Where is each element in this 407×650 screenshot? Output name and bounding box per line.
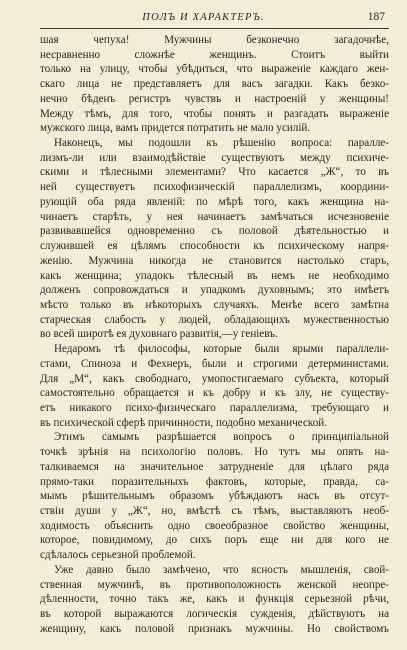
text-line: какъ женщина; упадокъ тѣлесный въ немъ не необходимо: [40, 269, 389, 282]
page-number: 187: [367, 11, 385, 23]
text-line: Наконецъ, мы подошли къ рѣшенію вопроса: паралле-: [54, 137, 389, 150]
text-line: долженъ сопровождаться и упадкомъ духовнымъ; это имѣетъ: [40, 284, 389, 297]
text-line: етъ никакого психо-физическаго параллелизма, требующаго и: [40, 401, 389, 414]
running-header: [0, 10, 407, 30]
text-line: только на улицу, чтобы убѣдиться, что выраженіе каждаго жен-: [40, 63, 389, 76]
text-line: женію. Мужчина никогда не становится настолько старъ,: [40, 254, 389, 267]
text-line: развивавшейся одновременно съ половой дѣятельностью и: [40, 225, 389, 238]
text-line: въ которой выражаются логическія сужденія, дѣйствуютъ на: [40, 608, 389, 621]
text-line: самостоятельно обращается и къ добру и къ злу, не существу-: [40, 387, 389, 400]
text-line: ней существуетъ психофизическій параллелизмъ, координи-: [40, 181, 389, 194]
body-text: [40, 33, 389, 636]
text-line: шая чепуха! Мужчины безконечно загадочнѣе,: [40, 34, 389, 46]
header-rule: [40, 28, 389, 29]
text-line: прямо-таки поразительныхъ фактовъ, которые, правда, са-: [40, 475, 389, 488]
text-line: сдѣлалось серьезной проблемой.: [40, 549, 196, 562]
text-line: рующій оба ряда явленій: по мѣрѣ того, какъ женщина на-: [40, 195, 389, 208]
text-line: талкиваемся на значительное затрудненіе для цѣлаго ряда: [40, 460, 389, 473]
text-line: лизмъ-ли или взаимодѣйствіе существуютъ между психиче-: [40, 151, 389, 164]
text-line: мужского лица, вамъ придется потратить не мало усилій.: [40, 122, 311, 135]
text-line: служившей ея цѣлямъ способности къ психическому напря-: [40, 240, 389, 253]
text-line: скаго лица не представляетъ для васъ загадки. Какъ безко-: [40, 78, 389, 91]
text-line: Для „М“, какъ свободнаго, умопостигаемаго субъекта, который: [40, 372, 389, 385]
text-line: скими и тѣлесными элементами? Что касается „Ж“, то въ: [40, 166, 389, 179]
text-line: стами, Спиноза и Фехнеръ, были и строгими детерминистами.: [40, 357, 389, 370]
text-line: чинаетъ старѣть, у нея начинаетъ замѣчаться исчезновеніе: [40, 210, 389, 223]
text-line: несравненно сложнѣе женщинъ. Стоитъ выйти: [40, 48, 389, 61]
text-line: Этимъ самымъ разрѣшается вопросъ о принципіальной: [54, 431, 389, 444]
text-line: женщину, какъ половой признакъ мужчины. Но свойствомъ: [40, 622, 389, 635]
text-line: которое, повидимому, до сихъ поръ еще ни для кого не: [40, 534, 389, 547]
text-line: нечно бѣденъ регистръ чувствъ и настроеній у женщины!: [40, 92, 389, 105]
text-line: ходимость объяснить одно своеобразное свойство женщины,: [40, 519, 389, 532]
text-line: дѣленности, точно такъ же, какъ и функція серьезной рѣчи,: [40, 593, 389, 606]
text-line: старческая слабость у людей, обладающихъ мужественностью: [40, 313, 389, 326]
text-line: въ психической сферѣ причинности, подобно механической.: [40, 416, 327, 429]
text-line: точкѣ зрѣнія на психологію половъ. Но тутъ мы опять на-: [40, 446, 389, 459]
running-title: ПОЛЪ И ХАРАКТЕРЪ.: [142, 12, 265, 23]
text-line: мымъ рѣшительнымъ образомъ убѣждаютъ насъ въ отсут-: [40, 490, 389, 503]
text-line: ственная мужчинѣ, въ противоположность женской неопре-: [40, 578, 389, 591]
text-line: Между тѣмъ, для того, чтобы понять и разгадать выраженіе: [40, 107, 389, 120]
text-line: мѣсто только въ нѣкоторыхъ случаяхъ. Менѣе всего замѣтна: [40, 298, 389, 311]
text-line: Недаромъ тѣ философы, которые были ярыми параллели-: [54, 343, 389, 356]
text-line: во всей широтѣ ея духовнаго развитія,—у геніевъ.: [40, 328, 278, 341]
text-line: ствіи души у „Ж“, но, вмѣстѣ съ тѣмъ, выставляютъ необ-: [40, 505, 389, 517]
text-line: Уже давно было замѣчено, что ясность мышленія, свой-: [54, 563, 389, 576]
